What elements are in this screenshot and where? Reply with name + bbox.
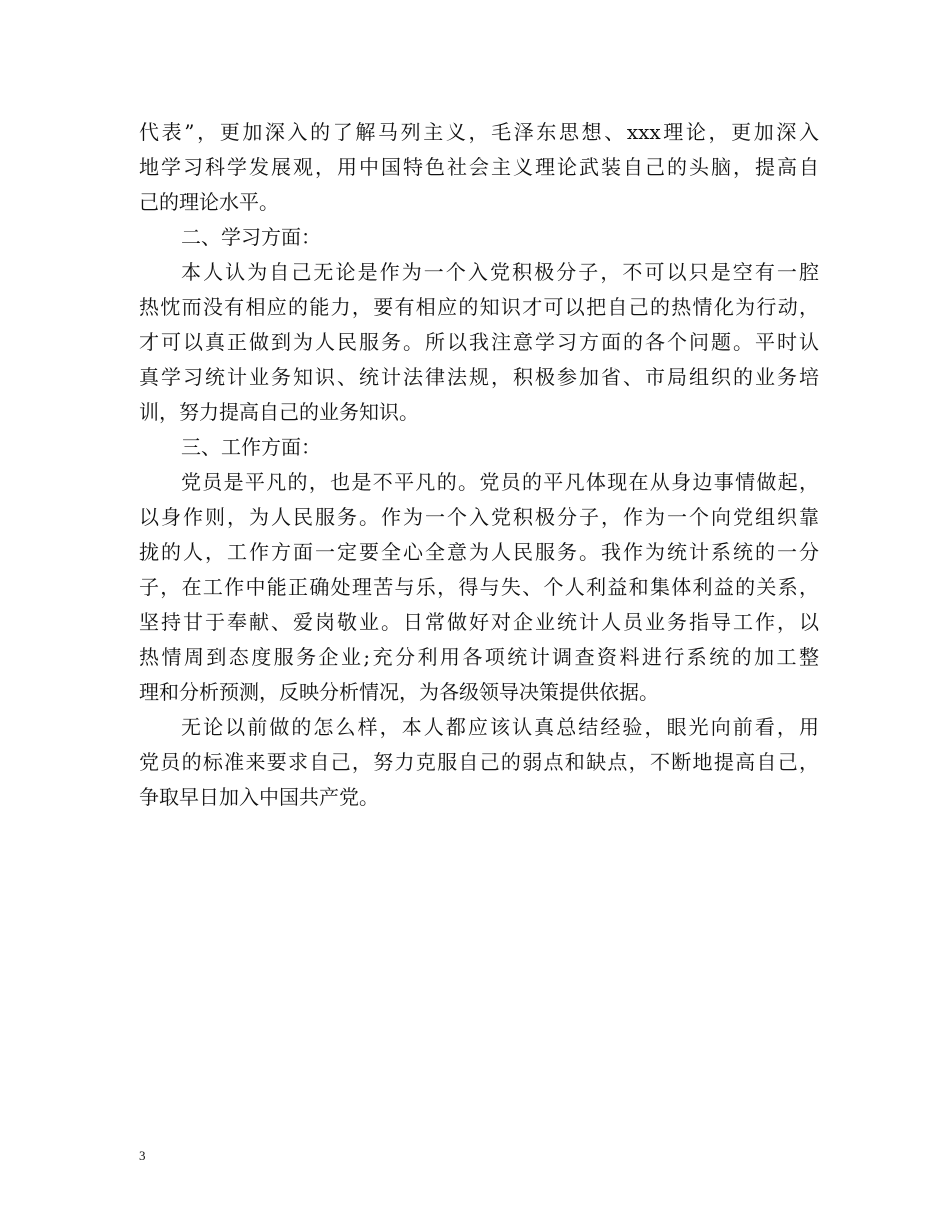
text-line: 理和分析预测，反映分析情况，为各级领导决策提供依据。 — [139, 680, 659, 704]
text-line: 真学习统计业务知识、统计法律法规，积极参加省、市局组织的业务培 — [139, 365, 819, 389]
document-body — [139, 115, 819, 815]
text-line: 以身作则，为人民服务。作为一个入党积极分子，作为一个向党组织靠 — [139, 505, 819, 529]
paragraph-theory-continuation — [139, 115, 819, 220]
text-line: 才可以真正做到为人民服务。所以我注意学习方面的各个问题。平时认 — [139, 330, 819, 354]
text-line: 子，在工作中能正确处理苦与乐，得与失、个人利益和集体利益的关系， — [139, 575, 819, 599]
text-line: 热忱而没有相应的能力，要有相应的知识才可以把自己的热情化为行动， — [139, 295, 819, 319]
section-heading-work — [139, 430, 819, 465]
text-line: 坚持甘于奉献、爱岗敬业。日常做好对企业统计人员业务指导工作，以 — [139, 610, 819, 634]
section-heading: 二、学习方面： — [181, 225, 321, 249]
text-line: 热情周到态度服务企业;充分利用各项统计调查资料进行系统的加工整 — [139, 645, 819, 669]
text-line: 党员的标准来要求自己，努力克服自己的弱点和缺点，不断地提高自己， — [139, 750, 819, 774]
text-line: 训，努力提高自己的业务知识。 — [139, 400, 419, 424]
paragraph-study — [139, 255, 819, 430]
text-line: 己的理论水平。 — [139, 190, 279, 214]
section-heading: 三、工作方面： — [181, 435, 321, 459]
text-line: 拢的人，工作方面一定要全心全意为人民服务。我作为统计系统的一分 — [139, 540, 819, 564]
text-line: 地学习科学发展观，用中国特色社会主义理论武装自己的头脑，提高自 — [139, 155, 819, 179]
paragraph-work — [139, 465, 819, 710]
paragraph-conclusion — [139, 710, 819, 815]
text-line: 代表”，更加深入的了解马列主义，毛泽东思想、xxx理论，更加深入 — [139, 120, 819, 144]
text-line: 本人认为自己无论是作为一个入党积极分子，不可以只是空有一腔 — [181, 260, 819, 284]
text-line: 争取早日加入中国共产党。 — [139, 785, 379, 809]
page-number: 3 — [139, 1148, 146, 1163]
text-line: 党员是平凡的，也是不平凡的。党员的平凡体现在从身边事情做起， — [181, 470, 819, 494]
section-heading-study — [139, 220, 819, 255]
text-line: 无论以前做的怎么样，本人都应该认真总结经验，眼光向前看，用 — [181, 715, 819, 739]
